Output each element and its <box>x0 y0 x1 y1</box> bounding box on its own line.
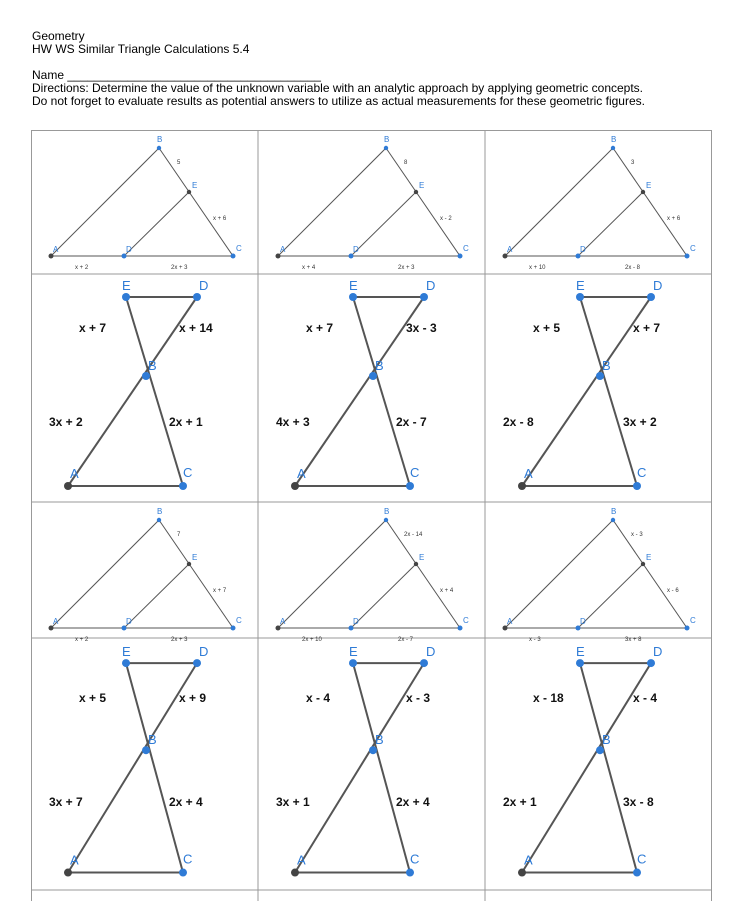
length-ec: x + 4 <box>440 588 454 594</box>
label-d: D <box>353 617 359 626</box>
length-db: x + 7 <box>633 321 661 335</box>
side-ab <box>505 148 613 256</box>
point-a <box>64 869 72 877</box>
label-a: A <box>297 466 306 481</box>
line-ec <box>580 297 637 486</box>
point-a <box>49 254 54 259</box>
hourglass-problem-6 <box>485 638 712 890</box>
point-b <box>596 372 604 380</box>
point-b <box>611 518 615 522</box>
label-d: D <box>126 245 132 254</box>
label-d: D <box>580 617 586 626</box>
length-ad: x + 10 <box>529 265 546 271</box>
point-e <box>576 293 584 301</box>
label-d: D <box>653 278 663 293</box>
label-a: A <box>70 852 79 868</box>
point-a <box>518 869 526 877</box>
directions-line-1: Directions: Determine the value of the unknown variable with an analytic approach by applying geometric concepts. <box>32 81 644 95</box>
label-a: A <box>280 617 286 626</box>
length-ad: 2x + 10 <box>302 637 322 643</box>
label-c: C <box>690 616 696 625</box>
label-c: C <box>690 244 696 253</box>
label-b: B <box>384 135 390 144</box>
label-d: D <box>426 278 436 293</box>
point-b <box>157 146 161 150</box>
side-bc <box>386 148 460 256</box>
label-c: C <box>637 465 647 480</box>
length-eb: x + 7 <box>306 321 334 335</box>
side-ab <box>278 148 386 256</box>
length-be: x - 3 <box>631 532 643 538</box>
point-e <box>122 659 130 667</box>
point-e <box>414 562 418 566</box>
label-a: A <box>524 466 533 481</box>
triangle-problem-4 <box>31 502 258 643</box>
problem-grid <box>31 130 712 901</box>
point-a <box>518 482 526 490</box>
triangle-figure <box>485 502 712 643</box>
point-c <box>458 254 463 259</box>
label-a: A <box>70 466 79 481</box>
label-d: D <box>426 644 436 660</box>
triangle-problem-6 <box>485 502 712 643</box>
point-a <box>291 869 299 877</box>
hourglass-problem-2 <box>258 274 485 502</box>
triangle-problem-5 <box>258 502 485 643</box>
length-eb: x + 5 <box>533 321 561 335</box>
label-c: C <box>410 851 420 867</box>
segment-de <box>351 192 416 256</box>
point-b <box>369 372 377 380</box>
length-ab: 3x + 1 <box>276 795 310 809</box>
length-eb: x - 18 <box>533 691 564 706</box>
triangle-figure <box>258 502 485 643</box>
label-c: C <box>183 851 193 867</box>
label-c: C <box>183 465 193 480</box>
label-a: A <box>507 245 513 254</box>
label-e: E <box>419 553 425 562</box>
point-a <box>291 482 299 490</box>
point-d <box>122 254 127 259</box>
hourglass-figure <box>485 638 712 890</box>
label-c: C <box>637 851 647 867</box>
point-c <box>406 869 414 877</box>
point-c <box>231 254 236 259</box>
label-c: C <box>410 465 420 480</box>
triangle-figure <box>31 502 258 643</box>
length-ad: x + 4 <box>302 265 316 271</box>
label-b: B <box>611 135 617 144</box>
point-e <box>641 190 645 194</box>
course-name: Geometry <box>32 29 85 43</box>
label-a: A <box>297 852 306 868</box>
length-be: 8 <box>404 160 408 166</box>
label-d: D <box>199 644 209 660</box>
point-b <box>596 746 604 754</box>
length-be: 2x - 14 <box>404 532 423 538</box>
point-d <box>420 293 428 301</box>
point-b <box>369 746 377 754</box>
point-d <box>576 254 581 259</box>
line-ec <box>126 663 183 872</box>
point-e <box>187 562 191 566</box>
length-eb: x - 4 <box>306 691 331 706</box>
length-db: x + 9 <box>179 691 207 706</box>
point-d <box>193 293 201 301</box>
label-a: A <box>280 245 286 254</box>
label-e: E <box>192 181 198 190</box>
point-a <box>49 626 54 631</box>
point-c <box>633 869 641 877</box>
point-d <box>193 659 201 667</box>
point-e <box>576 659 584 667</box>
side-ab <box>51 148 159 256</box>
length-be: 3 <box>631 160 635 166</box>
label-a: A <box>507 617 513 626</box>
length-bc: 3x - 8 <box>623 795 654 809</box>
length-dc: 2x - 7 <box>398 637 414 643</box>
label-e: E <box>646 553 652 562</box>
label-e: E <box>122 278 131 293</box>
segment-de <box>124 564 189 628</box>
point-b <box>142 372 150 380</box>
length-bc: 2x - 7 <box>396 415 427 429</box>
length-dc: 2x + 3 <box>171 637 188 643</box>
length-dc: 2x + 3 <box>171 265 188 271</box>
triangle-figure <box>258 130 485 274</box>
label-e: E <box>349 644 358 660</box>
point-c <box>231 626 236 631</box>
label-c: C <box>236 244 242 253</box>
label-e: E <box>419 181 425 190</box>
point-c <box>179 482 187 490</box>
point-d <box>647 659 655 667</box>
label-c: C <box>463 244 469 253</box>
point-a <box>276 254 281 259</box>
label-e: E <box>349 278 358 293</box>
point-a <box>503 254 508 259</box>
hourglass-problem-5 <box>258 638 485 890</box>
label-c: C <box>236 616 242 625</box>
point-b <box>384 518 388 522</box>
label-a: A <box>53 245 59 254</box>
label-d: D <box>126 617 132 626</box>
length-ad: x + 2 <box>75 265 89 271</box>
worksheet-title: HW WS Similar Triangle Calculations 5.4 <box>32 42 250 56</box>
label-c: C <box>463 616 469 625</box>
label-b: B <box>375 732 384 748</box>
label-b: B <box>602 358 611 373</box>
length-bc: 3x + 2 <box>623 415 657 429</box>
length-ab: 3x + 2 <box>49 415 83 429</box>
label-d: D <box>199 278 209 293</box>
hourglass-figure <box>258 638 485 890</box>
triangle-problem-1 <box>31 130 258 274</box>
length-db: x + 14 <box>179 321 213 335</box>
point-e <box>187 190 191 194</box>
length-ad: x + 2 <box>75 637 89 643</box>
hourglass-figure <box>31 638 258 890</box>
label-b: B <box>157 135 163 144</box>
side-bc <box>613 520 687 628</box>
line-ec <box>353 297 410 486</box>
point-d <box>647 293 655 301</box>
side-bc <box>159 520 233 628</box>
length-bc: 2x + 4 <box>396 795 430 809</box>
point-e <box>349 659 357 667</box>
label-e: E <box>646 181 652 190</box>
segment-de <box>578 192 643 256</box>
point-a <box>503 626 508 631</box>
label-b: B <box>611 507 617 516</box>
point-d <box>349 254 354 259</box>
name-line[interactable]: Name ______________________________________ <box>32 68 321 82</box>
label-a: A <box>524 852 533 868</box>
side-ab <box>505 520 613 628</box>
length-bc: 2x + 1 <box>169 415 203 429</box>
length-be: 5 <box>177 160 181 166</box>
point-a <box>64 482 72 490</box>
hourglass-figure <box>258 274 485 502</box>
point-c <box>685 626 690 631</box>
triangle-problem-2 <box>258 130 485 274</box>
point-c <box>633 482 641 490</box>
length-db: 3x - 3 <box>406 321 437 335</box>
side-ab <box>278 520 386 628</box>
triangle-problem-3 <box>485 130 712 274</box>
hourglass-problem-3 <box>485 274 712 502</box>
segment-de <box>124 192 189 256</box>
label-e: E <box>576 278 585 293</box>
length-bc: 2x + 4 <box>169 795 203 809</box>
hourglass-problem-4 <box>31 638 258 890</box>
length-ad: x - 3 <box>529 637 541 643</box>
point-e <box>122 293 130 301</box>
point-e <box>414 190 418 194</box>
label-b: B <box>157 507 163 516</box>
point-d <box>122 626 127 631</box>
side-bc <box>386 520 460 628</box>
line-ec <box>126 297 183 486</box>
length-ab: 3x + 7 <box>49 795 83 809</box>
line-ec <box>353 663 410 872</box>
side-ab <box>51 520 159 628</box>
label-d: D <box>580 245 586 254</box>
hourglass-problem-1 <box>31 274 258 502</box>
point-b <box>157 518 161 522</box>
segment-de <box>578 564 643 628</box>
label-d: D <box>353 245 359 254</box>
side-bc <box>159 148 233 256</box>
point-b <box>611 146 615 150</box>
length-ab: 2x + 1 <box>503 795 537 809</box>
length-ec: x - 2 <box>440 216 452 222</box>
length-ab: 4x + 3 <box>276 415 310 429</box>
label-b: B <box>384 507 390 516</box>
side-bc <box>613 148 687 256</box>
point-c <box>406 482 414 490</box>
point-d <box>576 626 581 631</box>
point-d <box>420 659 428 667</box>
length-dc: 2x + 3 <box>398 265 415 271</box>
line-ec <box>580 663 637 872</box>
label-a: A <box>53 617 59 626</box>
length-eb: x + 7 <box>79 321 107 335</box>
segment-de <box>351 564 416 628</box>
length-ec: x - 6 <box>667 588 679 594</box>
label-b: B <box>148 358 157 373</box>
point-b <box>384 146 388 150</box>
worksheet-header <box>32 30 732 108</box>
length-ec: x + 6 <box>667 216 681 222</box>
length-db: x - 3 <box>406 691 431 706</box>
point-e <box>349 293 357 301</box>
length-ab: 2x - 8 <box>503 415 534 429</box>
label-e: E <box>192 553 198 562</box>
label-e: E <box>576 644 585 660</box>
point-c <box>179 869 187 877</box>
label-b: B <box>148 732 157 748</box>
length-dc: 3x + 8 <box>625 637 642 643</box>
point-e <box>641 562 645 566</box>
triangle-figure <box>31 130 258 274</box>
length-db: x - 4 <box>633 691 658 706</box>
label-b: B <box>375 358 384 373</box>
label-e: E <box>122 644 131 660</box>
length-ec: x + 6 <box>213 216 227 222</box>
point-c <box>458 626 463 631</box>
point-d <box>349 626 354 631</box>
length-be: 7 <box>177 532 181 538</box>
point-a <box>276 626 281 631</box>
label-b: B <box>602 732 611 748</box>
label-d: D <box>653 644 663 660</box>
length-ec: x + 7 <box>213 588 227 594</box>
length-eb: x + 5 <box>79 691 107 706</box>
triangle-figure <box>485 130 712 274</box>
directions-line-2: Do not forget to evaluate results as potential answers to utilize as actual measurements for these geometric figures. <box>32 94 645 108</box>
length-dc: 2x - 8 <box>625 265 641 271</box>
point-b <box>142 746 150 754</box>
hourglass-figure <box>31 274 258 502</box>
hourglass-figure <box>485 274 712 502</box>
point-c <box>685 254 690 259</box>
